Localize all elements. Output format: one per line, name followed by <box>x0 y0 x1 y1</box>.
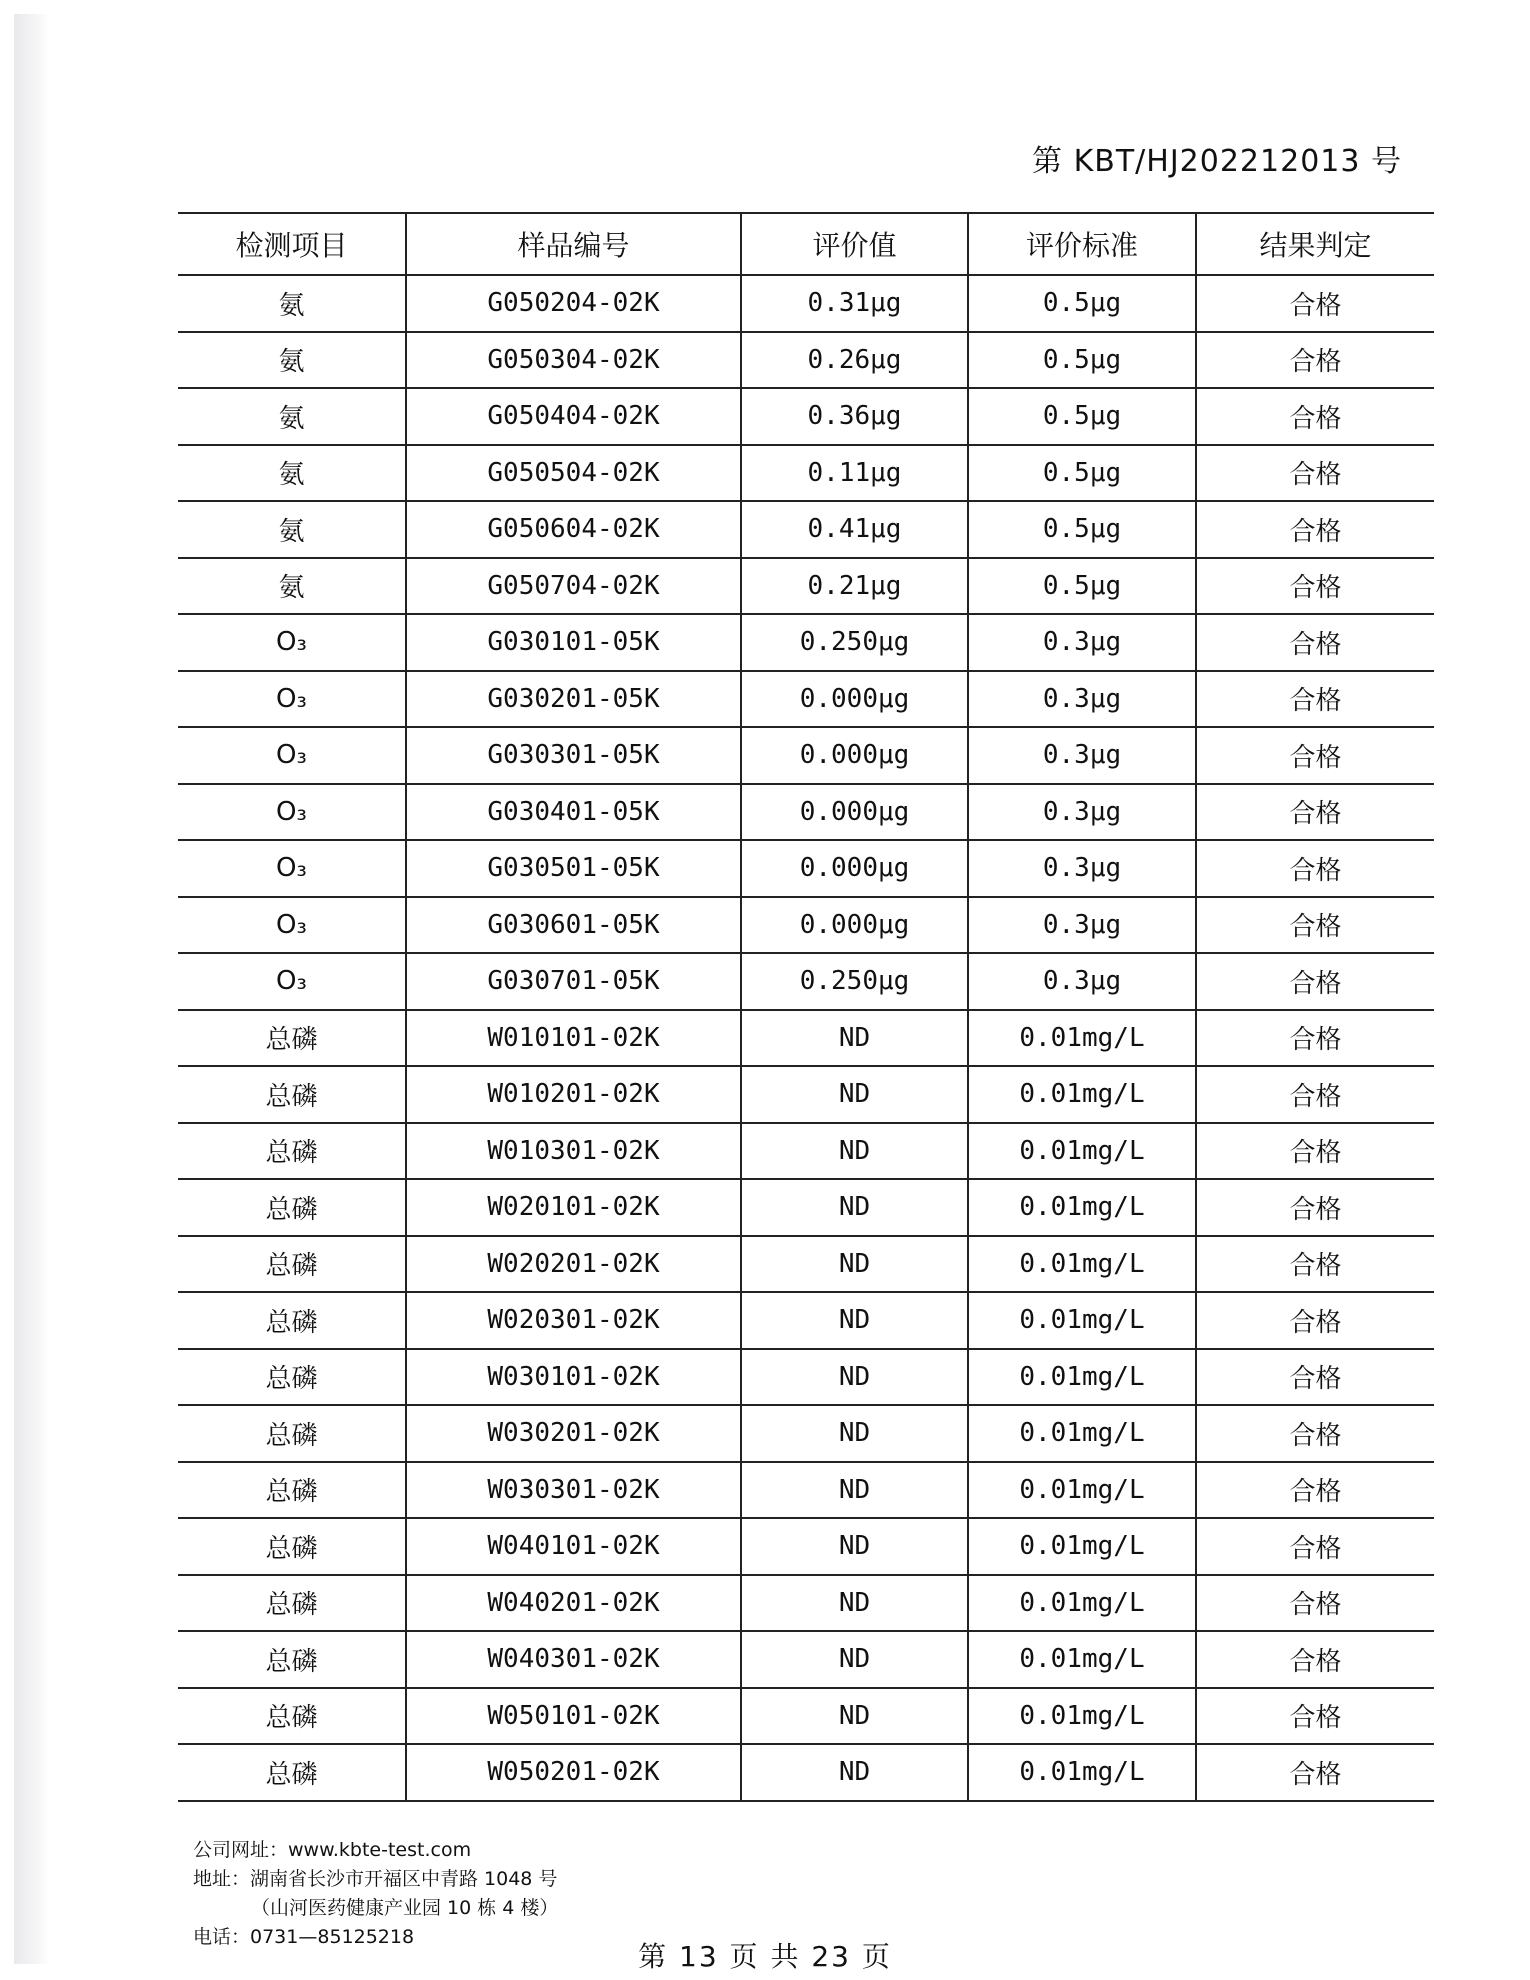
table-row <box>178 671 1434 728</box>
cell-sample: G050204-02K <box>406 275 741 332</box>
cell-value: ND <box>741 1688 968 1745</box>
cell-result: 合格 <box>1196 501 1434 558</box>
cell-sample: G030401-05K <box>406 784 741 841</box>
cell-item: 总磷 <box>178 1292 406 1349</box>
table-row <box>178 1179 1434 1236</box>
cell-value: 0.41μg <box>741 501 968 558</box>
cell-sample: W010101-02K <box>406 1010 741 1067</box>
cell-result: 合格 <box>1196 1631 1434 1688</box>
header-test-item: 检测项目 <box>178 213 406 275</box>
cell-item: 氨 <box>178 275 406 332</box>
cell-sample: G030501-05K <box>406 840 741 897</box>
cell-standard: 0.3μg <box>968 614 1196 671</box>
cell-standard: 0.3μg <box>968 784 1196 841</box>
table-row <box>178 332 1434 389</box>
cell-result: 合格 <box>1196 332 1434 389</box>
table-row <box>178 1462 1434 1519</box>
cell-sample: G050404-02K <box>406 388 741 445</box>
cell-standard: 0.01mg/L <box>968 1179 1196 1236</box>
cell-value: 0.000μg <box>741 727 968 784</box>
table-row <box>178 1066 1434 1123</box>
table-row <box>178 1575 1434 1632</box>
cell-item: 总磷 <box>178 1236 406 1293</box>
cell-sample: W040301-02K <box>406 1631 741 1688</box>
table-row <box>178 275 1434 332</box>
cell-item: O₃ <box>178 840 406 897</box>
cell-value: 0.250μg <box>741 953 968 1010</box>
cell-item: 总磷 <box>178 1405 406 1462</box>
cell-item: 总磷 <box>178 1123 406 1180</box>
cell-result: 合格 <box>1196 727 1434 784</box>
cell-result: 合格 <box>1196 897 1434 954</box>
cell-result: 合格 <box>1196 671 1434 728</box>
cell-item: 氨 <box>178 388 406 445</box>
cell-sample: W040201-02K <box>406 1575 741 1632</box>
cell-standard: 0.5μg <box>968 275 1196 332</box>
table-row <box>178 388 1434 445</box>
cell-value: ND <box>741 1405 968 1462</box>
cell-result: 合格 <box>1196 840 1434 897</box>
cell-result: 合格 <box>1196 614 1434 671</box>
cell-standard: 0.01mg/L <box>968 1405 1196 1462</box>
table-row <box>178 1349 1434 1406</box>
cell-value: ND <box>741 1631 968 1688</box>
scan-edge-shadow <box>14 14 50 1964</box>
cell-standard: 0.3μg <box>968 953 1196 1010</box>
table-row <box>178 1123 1434 1180</box>
cell-result: 合格 <box>1196 388 1434 445</box>
cell-result: 合格 <box>1196 1688 1434 1745</box>
cell-standard: 0.01mg/L <box>968 1236 1196 1293</box>
cell-item: 氨 <box>178 332 406 389</box>
cell-result: 合格 <box>1196 1575 1434 1632</box>
cell-standard: 0.01mg/L <box>968 1066 1196 1123</box>
cell-item: 总磷 <box>178 1462 406 1519</box>
header-result: 结果判定 <box>1196 213 1434 275</box>
cell-item: 总磷 <box>178 1575 406 1632</box>
cell-result: 合格 <box>1196 1349 1434 1406</box>
cell-sample: W010301-02K <box>406 1123 741 1180</box>
cell-result: 合格 <box>1196 1518 1434 1575</box>
cell-value: ND <box>741 1123 968 1180</box>
cell-sample: G030701-05K <box>406 953 741 1010</box>
footer-website: 公司网址：www.kbte-test.com <box>193 1839 472 1861</box>
report-number: 第 KBT/HJ202212013 号 <box>1032 144 1402 179</box>
table-row <box>178 1236 1434 1293</box>
cell-sample: W040101-02K <box>406 1518 741 1575</box>
table-row <box>178 1405 1434 1462</box>
table-row <box>178 1744 1434 1801</box>
cell-sample: G030301-05K <box>406 727 741 784</box>
cell-result: 合格 <box>1196 1066 1434 1123</box>
cell-value: 0.000μg <box>741 784 968 841</box>
cell-value: ND <box>741 1292 968 1349</box>
cell-sample: G050604-02K <box>406 501 741 558</box>
table-row <box>178 1518 1434 1575</box>
table-row <box>178 1292 1434 1349</box>
cell-standard: 0.5μg <box>968 445 1196 502</box>
cell-value: 0.36μg <box>741 388 968 445</box>
cell-value: 0.000μg <box>741 671 968 728</box>
cell-result: 合格 <box>1196 953 1434 1010</box>
cell-sample: W050101-02K <box>406 1688 741 1745</box>
table-header-row <box>178 213 1434 275</box>
cell-sample: G030201-05K <box>406 671 741 728</box>
cell-standard: 0.5μg <box>968 558 1196 615</box>
table-row <box>178 784 1434 841</box>
cell-standard: 0.3μg <box>968 671 1196 728</box>
cell-value: ND <box>741 1066 968 1123</box>
cell-standard: 0.01mg/L <box>968 1349 1196 1406</box>
cell-result: 合格 <box>1196 1292 1434 1349</box>
cell-result: 合格 <box>1196 1744 1434 1801</box>
cell-sample: W020301-02K <box>406 1292 741 1349</box>
table-row <box>178 558 1434 615</box>
cell-value: ND <box>741 1518 968 1575</box>
cell-item: 氨 <box>178 445 406 502</box>
cell-sample: W030101-02K <box>406 1349 741 1406</box>
header-evaluation-standard: 评价标准 <box>968 213 1196 275</box>
footer-address: 地址：湖南省长沙市开福区中青路 1048 号 <box>193 1868 558 1890</box>
cell-value: 0.000μg <box>741 840 968 897</box>
cell-item: 总磷 <box>178 1179 406 1236</box>
cell-item: 总磷 <box>178 1631 406 1688</box>
table-row <box>178 1631 1434 1688</box>
cell-result: 合格 <box>1196 784 1434 841</box>
header-evaluated-value: 评价值 <box>741 213 968 275</box>
cell-value: ND <box>741 1010 968 1067</box>
cell-item: 氨 <box>178 501 406 558</box>
cell-standard: 0.3μg <box>968 840 1196 897</box>
table-row <box>178 614 1434 671</box>
cell-item: O₃ <box>178 784 406 841</box>
table-row <box>178 1688 1434 1745</box>
cell-standard: 0.3μg <box>968 727 1196 784</box>
results-table <box>178 212 1434 1802</box>
cell-standard: 0.3μg <box>968 897 1196 954</box>
cell-item: O₃ <box>178 614 406 671</box>
cell-standard: 0.5μg <box>968 501 1196 558</box>
table-row <box>178 840 1434 897</box>
header-sample-id: 样品编号 <box>406 213 741 275</box>
cell-sample: W030301-02K <box>406 1462 741 1519</box>
cell-standard: 0.01mg/L <box>968 1010 1196 1067</box>
cell-item: O₃ <box>178 671 406 728</box>
cell-value: ND <box>741 1349 968 1406</box>
cell-value: ND <box>741 1236 968 1293</box>
cell-item: 总磷 <box>178 1349 406 1406</box>
cell-standard: 0.01mg/L <box>968 1518 1196 1575</box>
cell-sample: G050304-02K <box>406 332 741 389</box>
cell-result: 合格 <box>1196 558 1434 615</box>
cell-item: 总磷 <box>178 1744 406 1801</box>
table-row <box>178 1010 1434 1067</box>
cell-value: 0.000μg <box>741 897 968 954</box>
table-row <box>178 727 1434 784</box>
cell-sample: G050504-02K <box>406 445 741 502</box>
cell-item: 总磷 <box>178 1688 406 1745</box>
cell-result: 合格 <box>1196 275 1434 332</box>
cell-item: O₃ <box>178 953 406 1010</box>
cell-value: ND <box>741 1575 968 1632</box>
cell-sample: W020101-02K <box>406 1179 741 1236</box>
cell-result: 合格 <box>1196 445 1434 502</box>
cell-value: 0.21μg <box>741 558 968 615</box>
cell-value: 0.26μg <box>741 332 968 389</box>
cell-standard: 0.01mg/L <box>968 1123 1196 1180</box>
cell-sample: G030101-05K <box>406 614 741 671</box>
cell-result: 合格 <box>1196 1236 1434 1293</box>
footer-address-detail: （山河医药健康产业园 10 栋 4 楼） <box>251 1897 559 1919</box>
cell-value: 0.11μg <box>741 445 968 502</box>
cell-standard: 0.01mg/L <box>968 1575 1196 1632</box>
cell-standard: 0.5μg <box>968 332 1196 389</box>
cell-item: 总磷 <box>178 1066 406 1123</box>
cell-value: 0.250μg <box>741 614 968 671</box>
cell-value: ND <box>741 1462 968 1519</box>
table-row <box>178 445 1434 502</box>
cell-standard: 0.01mg/L <box>968 1631 1196 1688</box>
cell-sample: W020201-02K <box>406 1236 741 1293</box>
cell-standard: 0.5μg <box>968 388 1196 445</box>
cell-sample: W050201-02K <box>406 1744 741 1801</box>
cell-standard: 0.01mg/L <box>968 1292 1196 1349</box>
cell-item: 总磷 <box>178 1010 406 1067</box>
cell-result: 合格 <box>1196 1123 1434 1180</box>
cell-value: ND <box>741 1744 968 1801</box>
cell-sample: G030601-05K <box>406 897 741 954</box>
cell-standard: 0.01mg/L <box>968 1462 1196 1519</box>
cell-sample: W030201-02K <box>406 1405 741 1462</box>
footer-phone: 电话：0731—85125218 <box>193 1926 415 1948</box>
cell-item: 总磷 <box>178 1518 406 1575</box>
table-row <box>178 501 1434 558</box>
table-row <box>178 897 1434 954</box>
cell-item: 氨 <box>178 558 406 615</box>
cell-result: 合格 <box>1196 1179 1434 1236</box>
cell-value: ND <box>741 1179 968 1236</box>
cell-item: O₃ <box>178 727 406 784</box>
cell-result: 合格 <box>1196 1462 1434 1519</box>
cell-sample: W010201-02K <box>406 1066 741 1123</box>
cell-sample: G050704-02K <box>406 558 741 615</box>
cell-standard: 0.01mg/L <box>968 1688 1196 1745</box>
table-row <box>178 953 1434 1010</box>
cell-standard: 0.01mg/L <box>968 1744 1196 1801</box>
cell-item: O₃ <box>178 897 406 954</box>
cell-result: 合格 <box>1196 1010 1434 1067</box>
cell-result: 合格 <box>1196 1405 1434 1462</box>
cell-value: 0.31μg <box>741 275 968 332</box>
page-number: 第 13 页 共 23 页 <box>638 1940 892 1973</box>
